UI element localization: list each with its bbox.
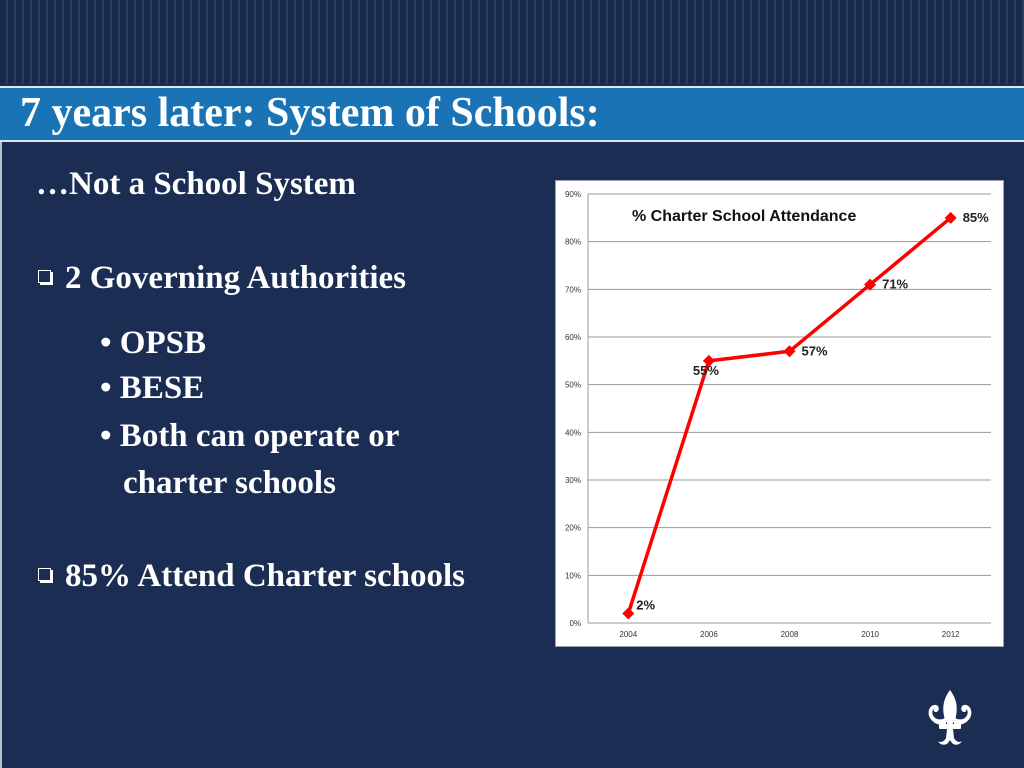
chart-panel [555,180,1004,647]
bullet-governing-authorities [38,260,406,297]
y-tick-label: 10% [564,571,581,581]
y-tick-label: 80% [564,237,581,247]
data-label: 57% [801,343,828,359]
x-tick-label: 2010 [861,630,879,639]
bullet-charter-attendance [38,558,465,595]
line-chart [556,181,1005,648]
top-stripes-band [0,0,1024,84]
data-label: 71% [882,276,909,292]
x-tick-label: 2004 [619,630,638,639]
sub-bullet-both-can-operate: • Both can operate or [100,418,400,454]
data-point-marker [622,607,634,619]
y-tick-label: 50% [564,380,581,390]
x-tick-label: 2008 [780,630,799,639]
data-label: 55% [692,362,719,378]
sub-bullet-opsb: • OPSB [100,325,206,361]
x-tick-label: 2006 [700,630,718,639]
bullet-text: 85% Attend Charter schools [65,558,465,594]
checkbox-bullet-icon [38,270,51,283]
chart-title: % Charter School Attendance [632,208,857,225]
x-tick-label: 2012 [941,630,960,639]
fleur-de-lis-icon [922,688,978,748]
data-label: 2% [636,597,656,613]
y-tick-label: 70% [564,285,581,295]
y-tick-label: 0% [569,619,581,628]
bullet-text: 2 Governing Authorities [65,260,407,296]
sub-bullet-bese: • BESE [100,370,205,406]
data-label: 85% [962,209,989,225]
sub-bullet-continuation: charter schools [123,465,336,501]
left-border-line [0,142,2,768]
y-tick-label: 20% [564,523,581,533]
checkbox-bullet-icon [38,568,51,581]
title-bar [0,86,1024,142]
slide-title: 7 years later: System of Schools: [20,90,600,136]
slide-subtitle: …Not a School System [36,166,356,202]
y-tick-label: 90% [564,190,581,199]
y-tick-label: 40% [564,428,581,438]
y-tick-label: 60% [564,333,581,342]
y-tick-label: 30% [564,476,581,485]
